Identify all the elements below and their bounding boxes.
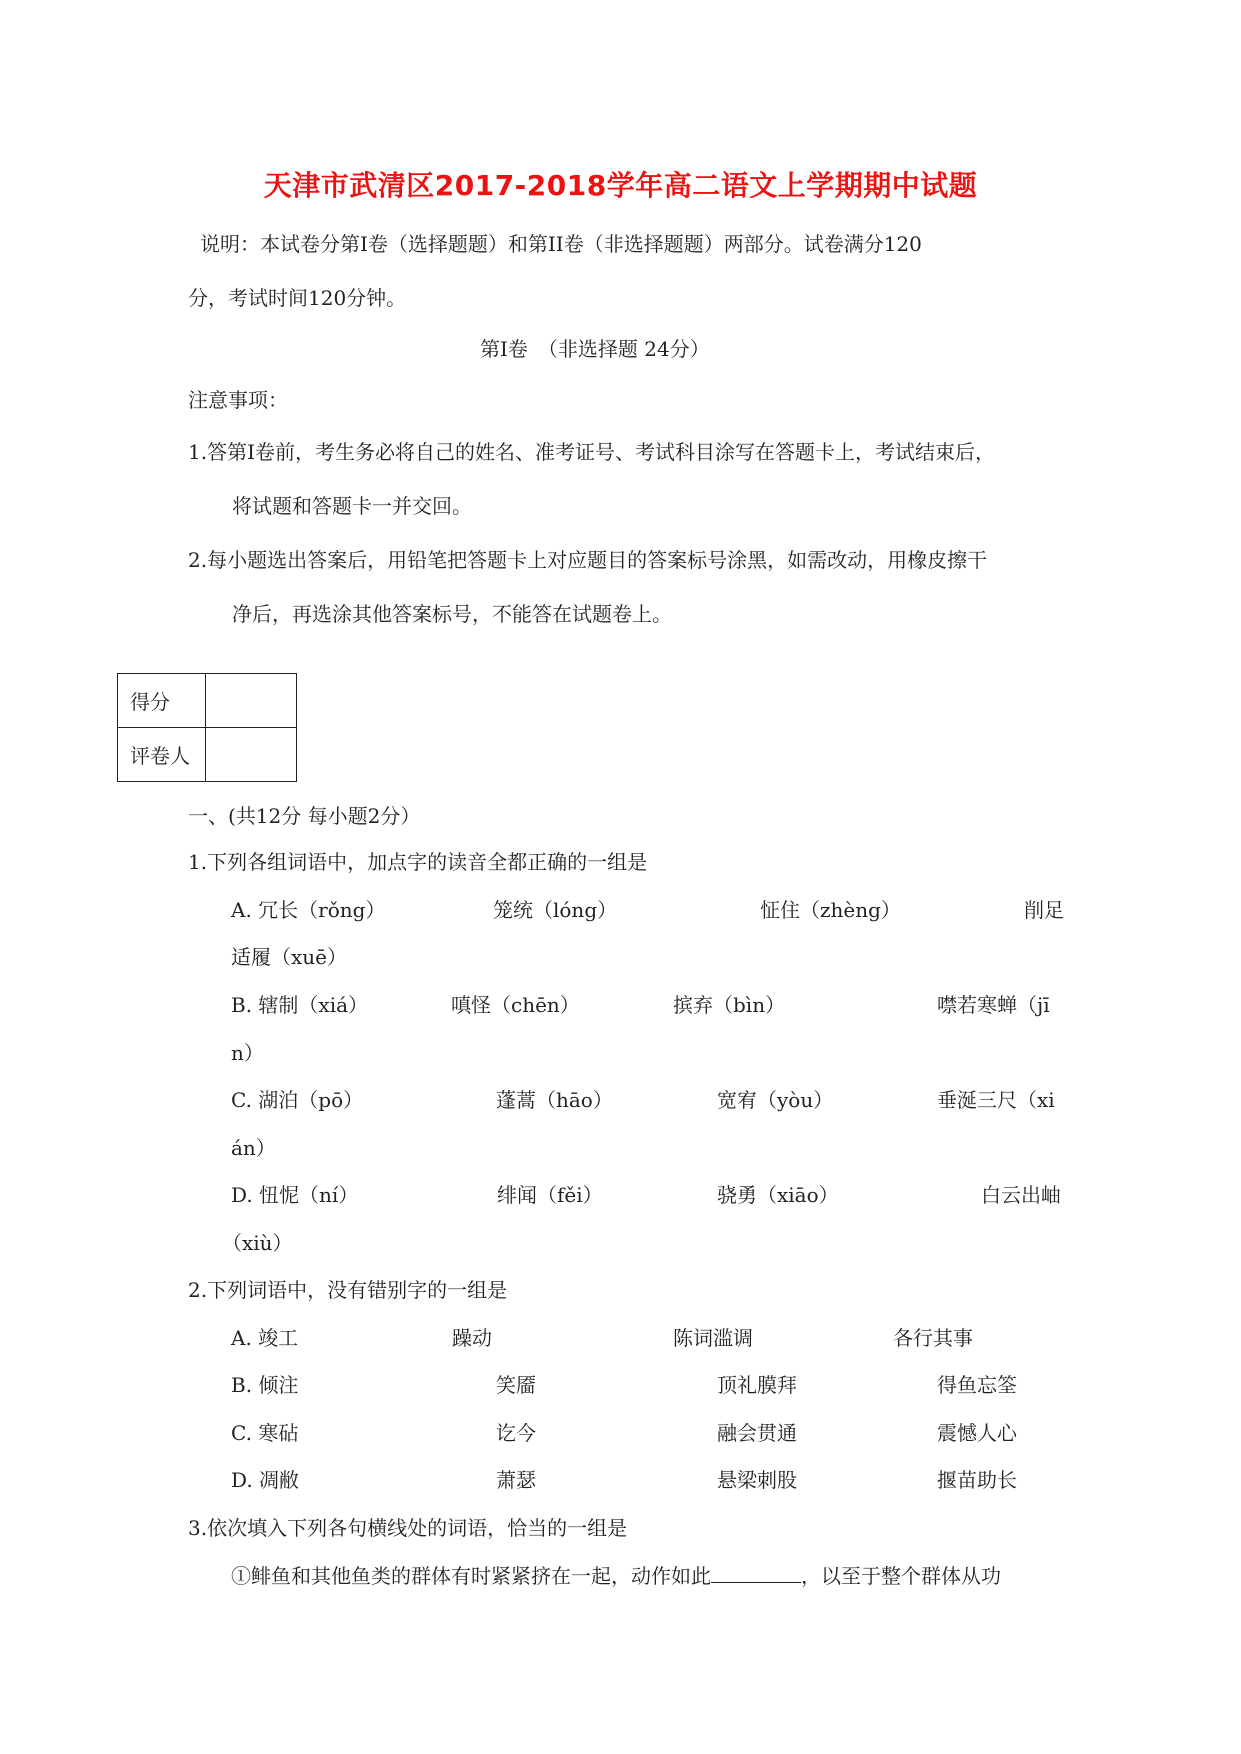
q3-stem: 3.依次填入下列各句横线处的词语，恰当的一组是 [188, 1516, 628, 1540]
score-cell [206, 674, 297, 728]
page-title: 天津市武清区2017-2018学年高二语文上学期期中试题 [263, 169, 978, 202]
q2-option-c-3: 融会贯通 [717, 1421, 797, 1445]
notice-item-2-cont: 净后，再选涂其他答案标号，不能答在试题卷上。 [232, 602, 672, 626]
grader-cell [206, 728, 297, 782]
q2-option-d-1: D. 凋敝 [231, 1468, 300, 1492]
q2-option-b-4: 得鱼忘筌 [937, 1373, 1017, 1397]
section-heading: 第Ⅰ卷 （非选择题 24分） [480, 337, 710, 361]
intro-line-1: 说明：本试卷分第Ⅰ卷（选择题题）和第II卷（非选择题题）两部分。试卷满分120 [200, 232, 922, 256]
q2-option-a-2: 躁动 [452, 1326, 492, 1350]
q2-option-d-3: 悬梁刺股 [717, 1468, 797, 1492]
score-table [117, 673, 297, 782]
q1-option-d-2: 绯闻（fěi） [497, 1183, 603, 1207]
notice-item-1: 1.答第Ⅰ卷前，考生务必将自己的姓名、准考证号、考试科目涂写在答题卡上，考试结束后， [188, 440, 995, 464]
q2-option-c-1: C. 寒砧 [231, 1421, 299, 1445]
intro-line-2: 分，考试时间120分钟。 [188, 286, 407, 310]
q1-option-a-wrap: 适履（xuē） [231, 945, 347, 969]
q3-sentence-1-after: ，以至于整个群体从功 [801, 1564, 1001, 1588]
q2-stem: 2.下列词语中，没有错别字的一组是 [188, 1278, 508, 1302]
q2-option-b-2: 笑靥 [496, 1373, 536, 1397]
notice-item-2: 2.每小题选出答案后，用铅笔把答题卡上对应题目的答案标号涂黑，如需改动，用橡皮擦干 [188, 548, 988, 572]
q1-option-c-wrap: án） [231, 1136, 276, 1160]
q1-option-b-3: 摈弃（bìn） [673, 993, 786, 1017]
q1-option-c-4: 垂涎三尺（xi [937, 1088, 1055, 1112]
q1-option-c-3: 宽宥（yòu） [717, 1088, 834, 1112]
q1-option-d-1: D. 忸怩（ní） [231, 1183, 359, 1207]
q1-option-c-2: 蓬蒿（hāo） [496, 1088, 613, 1112]
notice-heading: 注意事项： [188, 388, 288, 412]
q2-option-d-2: 萧瑟 [496, 1468, 536, 1492]
q1-stem: 1.下列各组词语中，加点字的读音全都正确的一组是 [188, 850, 648, 874]
q2-option-c-2: 讫今 [496, 1421, 536, 1445]
q2-option-a-4: 各行其事 [893, 1326, 973, 1350]
grader-label: 评卷人 [118, 728, 206, 782]
q3-sentence-1 [231, 1562, 1001, 1590]
q2-option-c-4: 震憾人心 [937, 1421, 1017, 1445]
q1-option-b-4: 噤若寒蝉（jī [937, 993, 1050, 1017]
q1-option-a-1: A. 冗长（rǒng） [231, 898, 386, 922]
q3-sentence-1-before: ①鲱鱼和其他鱼类的群体有时紧紧挤在一起，动作如此 [231, 1564, 711, 1588]
q1-option-d-4: 白云出岫 [981, 1183, 1061, 1207]
q1-option-b-2: 嗔怪（chēn） [451, 993, 580, 1017]
q1-option-d-wrap: （xiù） [222, 1231, 293, 1255]
q1-option-c-1: C. 湖泊（pō） [231, 1088, 364, 1112]
q1-option-b-1: B. 辖制（xiá） [231, 993, 369, 1017]
part1-heading: 一、(共12分 每小题2分） [188, 804, 421, 828]
fill-blank [711, 1562, 801, 1583]
q1-option-d-3: 骁勇（xiāo） [717, 1183, 839, 1207]
q2-option-b-3: 顶礼膜拜 [717, 1373, 797, 1397]
q2-option-a-1: A. 竣工 [231, 1326, 299, 1350]
q2-option-d-4: 揠苗助长 [937, 1468, 1017, 1492]
q1-option-a-2: 笼统（lóng） [493, 898, 618, 922]
q2-option-a-3: 陈词滥调 [673, 1326, 753, 1350]
notice-item-1-cont: 将试题和答题卡一并交回。 [232, 494, 472, 518]
score-label: 得分 [118, 674, 206, 728]
q2-option-b-1: B. 倾注 [231, 1373, 299, 1397]
q1-option-a-3: 怔住（zhèng） [760, 898, 901, 922]
q1-option-a-4: 削足 [1024, 898, 1064, 922]
q1-option-b-wrap: n） [231, 1041, 264, 1065]
